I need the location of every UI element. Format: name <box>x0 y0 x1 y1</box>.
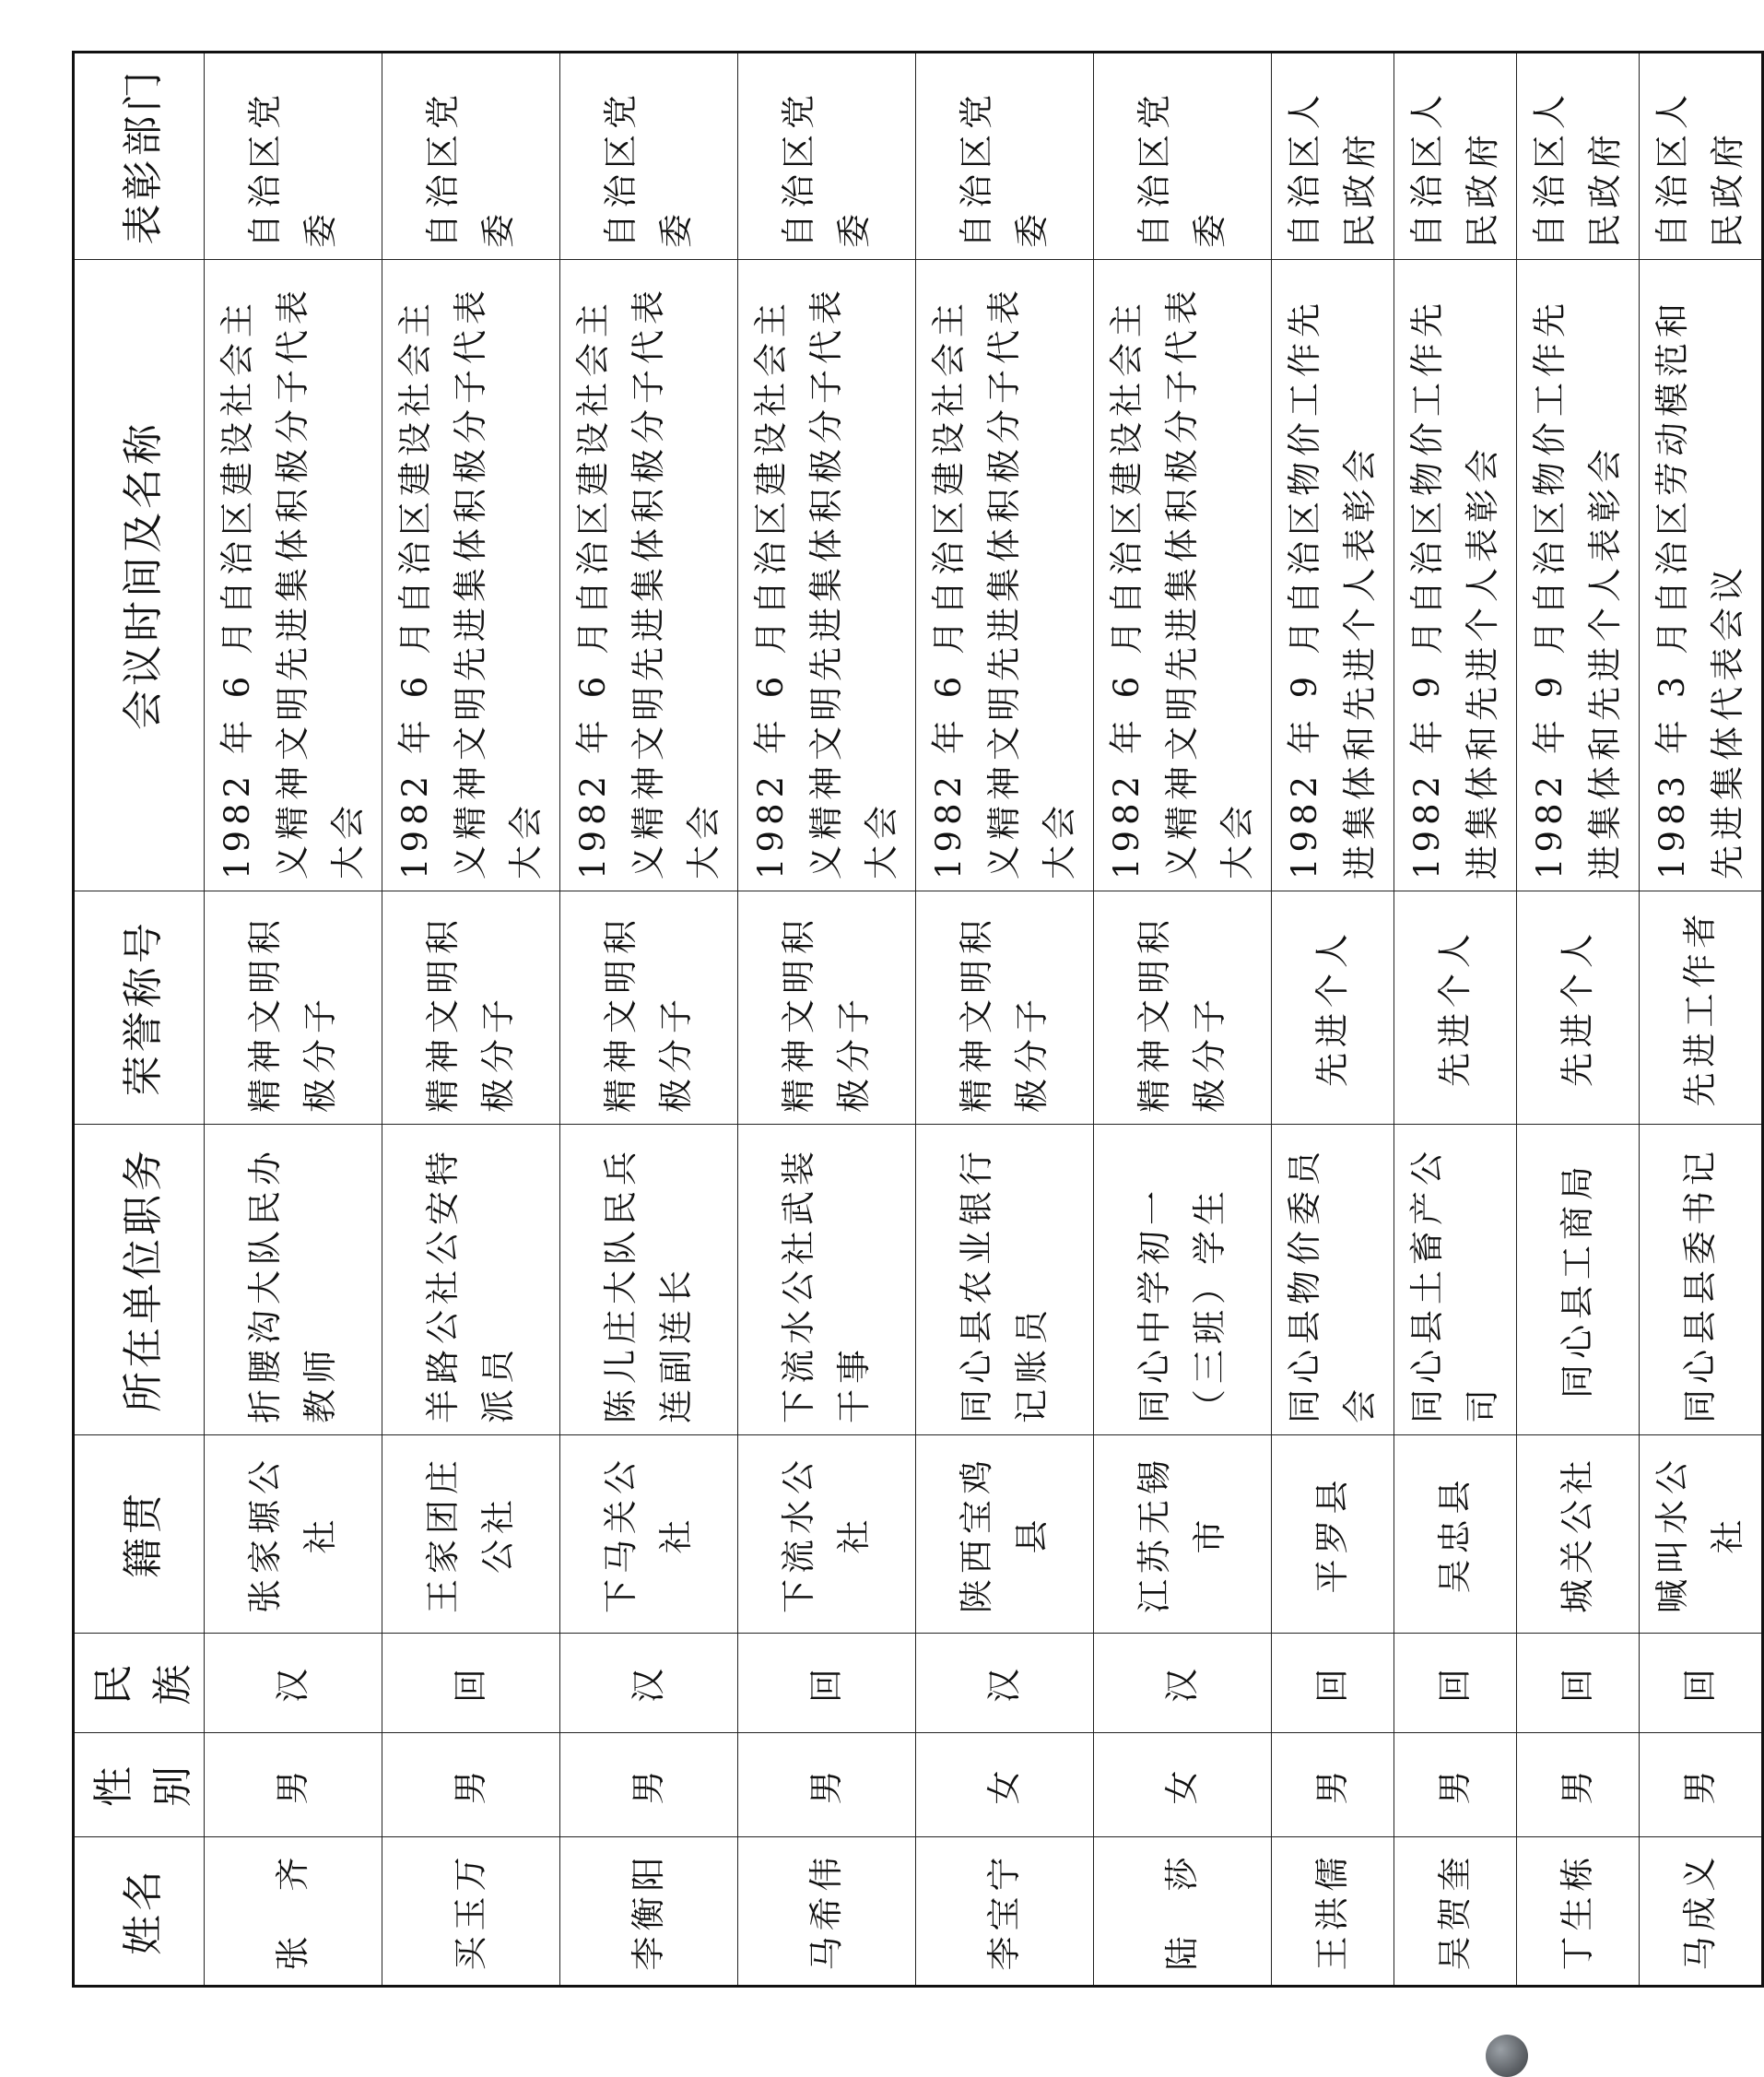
cell-meeting: 1982 年 9 月自治区物价工作先进集体和先进个人表彰会 <box>1394 260 1517 891</box>
cell-honor-title: 精神文明积极分子 <box>560 891 738 1125</box>
cell-ethnicity: 回 <box>1272 1634 1394 1733</box>
cell-awarding-dept: 自治区党委 <box>738 53 916 260</box>
cell-name: 张 齐 <box>205 1837 382 1987</box>
cell-ethnicity: 回 <box>738 1634 916 1733</box>
cell-hometown: 喊叫水公社 <box>1640 1435 1763 1634</box>
cell-awarding-dept: 自治区人民政府 <box>1640 53 1763 260</box>
cell-gender: 女 <box>916 1733 1094 1837</box>
cell-name: 马希伟 <box>738 1837 916 1987</box>
cell-gender: 男 <box>1394 1733 1517 1837</box>
honor-table <box>72 51 1764 1988</box>
cell-ethnicity: 汉 <box>560 1634 738 1733</box>
cell-meeting: 1982 年 6 月自治区建设社会主义精神文明先进集体积极分子代表大会 <box>205 260 382 891</box>
cell-honor-title: 先进个人 <box>1517 891 1640 1125</box>
cell-name: 李衡阳 <box>560 1837 738 1987</box>
cell-honor-title: 精神文明积极分子 <box>916 891 1094 1125</box>
cell-hometown: 下马关公社 <box>560 1435 738 1634</box>
header-gender: 性别 <box>74 1733 205 1837</box>
cell-ethnicity: 回 <box>382 1634 560 1733</box>
cell-ethnicity: 回 <box>1640 1634 1763 1733</box>
cell-hometown: 吴忠县 <box>1394 1435 1517 1634</box>
cell-meeting: 1982 年 9 月自治区物价工作先进集体和先进个人表彰会 <box>1517 260 1640 891</box>
cell-honor-title: 精神文明积极分子 <box>1094 891 1272 1125</box>
header-ethnicity: 民族 <box>74 1634 205 1733</box>
cell-gender: 男 <box>205 1733 382 1837</box>
cell-gender: 女 <box>1094 1733 1272 1837</box>
cell-meeting: 1982 年 6 月自治区建设社会主义精神文明先进集体积极分子代表大会 <box>1094 260 1272 891</box>
header-unit-position: 所在单位职务 <box>74 1125 205 1435</box>
cell-name: 丁生栋 <box>1517 1837 1640 1987</box>
cell-honor-title: 先进个人 <box>1272 891 1394 1125</box>
header-awarding-dept: 表彰部门 <box>74 53 205 260</box>
table-row <box>205 53 382 1987</box>
cell-ethnicity: 回 <box>1517 1634 1640 1733</box>
cell-ethnicity: 汉 <box>916 1634 1094 1733</box>
table-row <box>1272 53 1394 1987</box>
table-row <box>1640 53 1763 1987</box>
header-name: 姓名 <box>74 1837 205 1987</box>
cell-unit-position: 同心县土畜产公司 <box>1394 1125 1517 1435</box>
cell-name: 买玉万 <box>382 1837 560 1987</box>
table-row <box>560 53 738 1987</box>
header-honor-title: 荣誉称号 <box>74 891 205 1125</box>
cell-awarding-dept: 自治区人民政府 <box>1394 53 1517 260</box>
table-row <box>916 53 1094 1987</box>
cell-awarding-dept: 自治区人民政府 <box>1272 53 1394 260</box>
cell-honor-title: 先进工作者 <box>1640 891 1763 1125</box>
cell-hometown: 江苏无锡市 <box>1094 1435 1272 1634</box>
cell-meeting: 1982 年 6 月自治区建设社会主义精神文明先进集体积极分子代表大会 <box>382 260 560 891</box>
cell-awarding-dept: 自治区党委 <box>382 53 560 260</box>
cell-name: 陆 莎 <box>1094 1837 1272 1987</box>
cell-gender: 男 <box>1517 1733 1640 1837</box>
cell-meeting: 1982 年 9 月自治区物价工作先进集体和先进个人表彰会 <box>1272 260 1394 891</box>
cell-gender: 男 <box>560 1733 738 1837</box>
cell-honor-title: 精神文明积极分子 <box>738 891 916 1125</box>
cell-ethnicity: 汉 <box>205 1634 382 1733</box>
cell-unit-position: 同心县县委书记 <box>1640 1125 1763 1435</box>
header-meeting: 会议时间及名称 <box>74 260 205 891</box>
cell-meeting: 1982 年 6 月自治区建设社会主义精神文明先进集体积极分子代表大会 <box>916 260 1094 891</box>
cell-honor-title: 精神文明积极分子 <box>382 891 560 1125</box>
cell-awarding-dept: 自治区党委 <box>205 53 382 260</box>
cell-unit-position: 同心县物价委员会 <box>1272 1125 1394 1435</box>
cell-hometown: 张家塬公社 <box>205 1435 382 1634</box>
page-curl-decoration <box>1486 2035 1528 2077</box>
cell-hometown: 平罗县 <box>1272 1435 1394 1634</box>
cell-honor-title: 先进个人 <box>1394 891 1517 1125</box>
rotated-table-container <box>72 53 1747 1988</box>
cell-ethnicity: 汉 <box>1094 1634 1272 1733</box>
cell-hometown: 城关公社 <box>1517 1435 1640 1634</box>
header-row <box>74 53 205 1987</box>
cell-meeting: 1983 年 3 月自治区劳动模范和先进集体代表会议 <box>1640 260 1763 891</box>
cell-honor-title: 精神文明积极分子 <box>205 891 382 1125</box>
rotated-table-canvas <box>72 53 1747 1988</box>
table-row <box>1394 53 1517 1987</box>
cell-gender: 男 <box>382 1733 560 1837</box>
cell-ethnicity: 回 <box>1394 1634 1517 1733</box>
table-row <box>1517 53 1640 1987</box>
cell-unit-position: 下流水公社武装干事 <box>738 1125 916 1435</box>
cell-awarding-dept: 自治区人民政府 <box>1517 53 1640 260</box>
cell-awarding-dept: 自治区党委 <box>916 53 1094 260</box>
table-row <box>382 53 560 1987</box>
cell-name: 马成义 <box>1640 1837 1763 1987</box>
header-hometown: 籍贯 <box>74 1435 205 1634</box>
cell-hometown: 陕西宝鸡县 <box>916 1435 1094 1634</box>
cell-unit-position: 折腰沟大队民办教师 <box>205 1125 382 1435</box>
table-row <box>1094 53 1272 1987</box>
cell-gender: 男 <box>738 1733 916 1837</box>
cell-unit-position: 同心县工商局 <box>1517 1125 1640 1435</box>
cell-unit-position: 同心县农业银行记账员 <box>916 1125 1094 1435</box>
cell-unit-position: 陈儿庄大队民兵连副连长 <box>560 1125 738 1435</box>
cell-unit-position: 羊路公社公安特派员 <box>382 1125 560 1435</box>
cell-gender: 男 <box>1640 1733 1763 1837</box>
cell-meeting: 1982 年 6 月自治区建设社会主义精神文明先进集体积极分子代表大会 <box>560 260 738 891</box>
cell-unit-position: 同心中学初一（三班）学生 <box>1094 1125 1272 1435</box>
cell-gender: 男 <box>1272 1733 1394 1837</box>
cell-meeting: 1982 年 6 月自治区建设社会主义精神文明先进集体积极分子代表大会 <box>738 260 916 891</box>
cell-hometown: 下流水公社 <box>738 1435 916 1634</box>
cell-name: 吴贺奎 <box>1394 1837 1517 1987</box>
cell-awarding-dept: 自治区党委 <box>1094 53 1272 260</box>
table-row <box>738 53 916 1987</box>
cell-hometown: 王家团庄公社 <box>382 1435 560 1634</box>
cell-name: 李宝宁 <box>916 1837 1094 1987</box>
cell-awarding-dept: 自治区党委 <box>560 53 738 260</box>
cell-name: 王洪儒 <box>1272 1837 1394 1987</box>
